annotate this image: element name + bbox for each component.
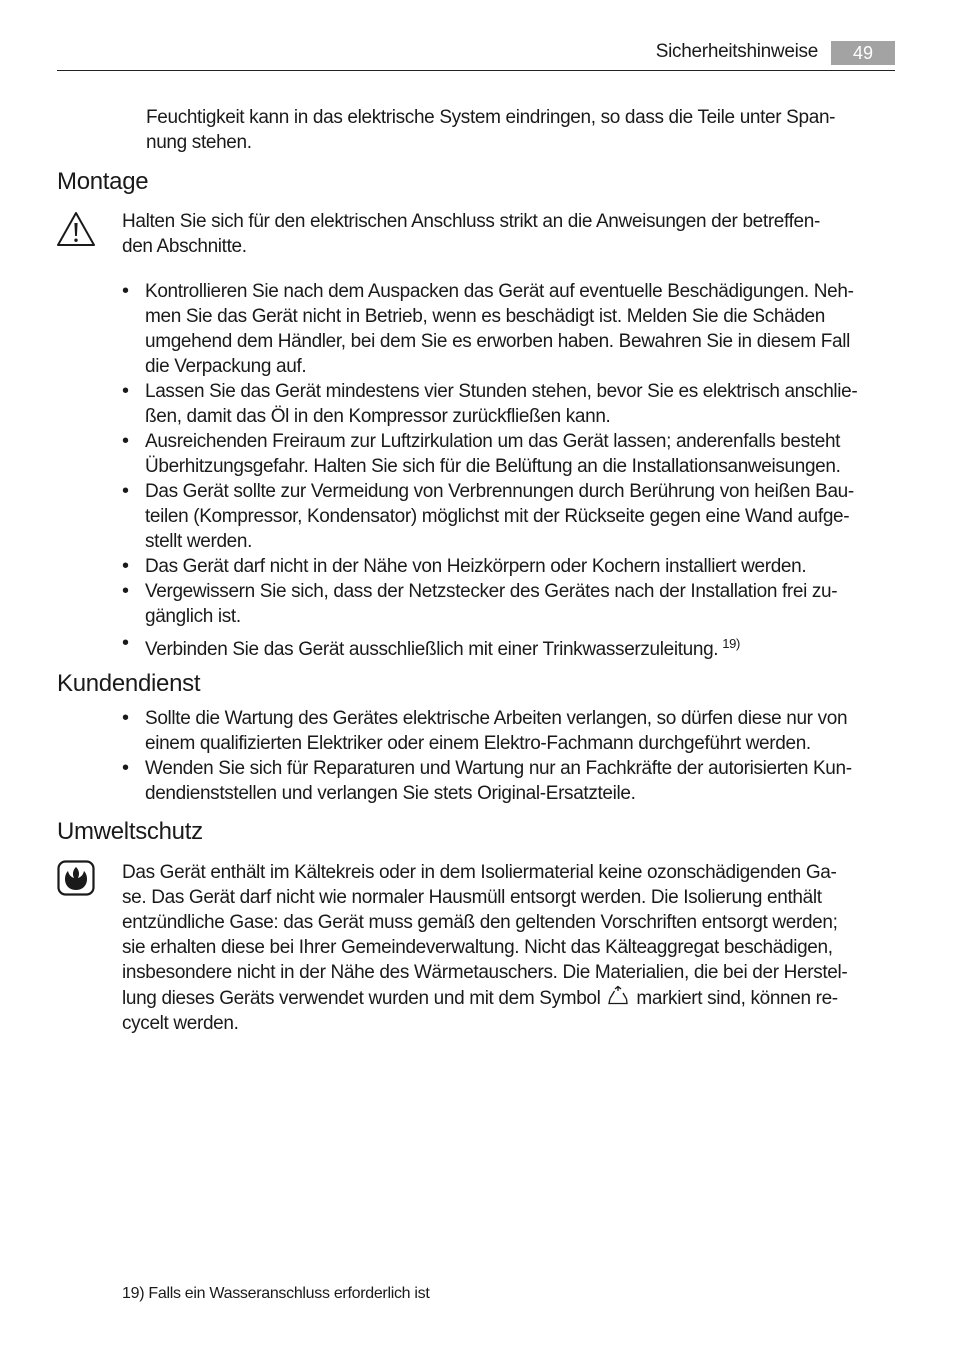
list-item	[122, 379, 857, 429]
list-item-line: umgehend dem Händler, bei dem Sie es erworben haben. Bewahren Sie in diesem Fall	[145, 331, 850, 352]
page-number-badge: 49	[831, 41, 895, 65]
environment-flower-icon	[57, 860, 95, 896]
montage-warning-text	[122, 209, 820, 259]
list-item	[122, 706, 852, 756]
kundendienst-bullet-list	[122, 706, 852, 806]
header-divider	[57, 70, 895, 71]
list-item-line: • Sollte die Wartung des Gerätes elektrische Arbeiten verlangen, so dürfen diese nur von	[145, 708, 848, 729]
umweltschutz-paragraph	[122, 860, 847, 1036]
list-item	[122, 756, 852, 806]
footnote-reference: 19)	[722, 636, 740, 651]
list-item	[122, 279, 857, 379]
list-item	[122, 479, 857, 554]
paragraph-line: Das Gerät enthält im Kältekreis oder in dem Isoliermaterial keine ozonschädigenden Ga-	[122, 862, 837, 883]
list-item-line: die Verpackung auf.	[145, 356, 307, 377]
paragraph-line: insbesondere nicht in der Nähe des Wärmetauschers. Die Materialien, die bei der Herstel-	[122, 962, 848, 983]
list-item-line: einem qualifizierten Elektriker oder einem Elektro-Fachmann durchgeführt werden.	[145, 733, 811, 754]
paragraph-line: sie erhalten diese bei Ihrer Gemeindeverwaltung. Nicht das Kälteaggregat beschädigen,	[122, 937, 833, 958]
warning-triangle-icon	[56, 211, 96, 247]
montage-bullet-list	[122, 279, 857, 662]
warning-line: den Abschnitte.	[122, 236, 247, 257]
list-item-line: • Wenden Sie sich für Reparaturen und Wartung nur an Fachkräfte der autorisierten Kun-	[145, 758, 852, 779]
intro-line: Feuchtigkeit kann in das elektrische System eindringen, so dass die Teile unter Span-	[146, 107, 836, 128]
list-item-line: ßen, damit das Öl in den Kompressor zurückfließen kann.	[145, 406, 611, 427]
montage-heading: Montage	[57, 168, 149, 195]
list-item-line: men Sie das Gerät nicht in Betrieb, wenn es beschädigt ist. Melden Sie die Schäden	[145, 306, 825, 327]
list-item-line: teilen (Kompressor, Kondensator) möglichst mit der Rückseite gegen eine Wand aufge-	[145, 506, 850, 527]
list-item-text: Verbinden Sie das Gerät ausschließlich mit einer Trinkwasserzuleitung.	[145, 639, 719, 660]
list-item	[122, 429, 857, 479]
footnote: 19) Falls ein Wasseranschluss erforderlich ist	[122, 1285, 430, 1302]
umweltschutz-heading: Umweltschutz	[57, 818, 203, 845]
paragraph-line: cycelt werden.	[122, 1013, 239, 1034]
list-item-line: • Vergewissern Sie sich, dass der Netzstecker des Gerätes nach der Installation frei zu-	[145, 581, 838, 602]
list-item-line: Überhitzungsgefahr. Halten Sie sich für die Belüftung an die Installationsanweisungen.	[145, 456, 841, 477]
list-item-line: stellt werden.	[145, 531, 253, 552]
list-item-line: dendienststellen und verlangen Sie stets Original-Ersatzteile.	[145, 783, 636, 804]
paragraph-text: lung dieses Geräts verwendet wurden und mit dem Symbol	[122, 988, 601, 1009]
kundendienst-heading: Kundendienst	[57, 670, 201, 697]
list-item-line: • Das Gerät darf nicht in der Nähe von Heizkörpern oder Kochern installiert werden.	[145, 556, 807, 577]
list-item	[122, 579, 857, 629]
list-item-line: • Ausreichenden Freiraum zur Luftzirkulation um das Gerät lassen; anderenfalls besteht	[145, 431, 841, 452]
paragraph-line	[122, 985, 847, 1011]
paragraph-line: entzündliche Gase: das Gerät muss gemäß den geltenden Vorschriften entsorgt werden;	[122, 912, 838, 933]
section-header-title: Sicherheitshinweise	[655, 41, 818, 62]
list-item-line	[145, 631, 857, 662]
paragraph-line: se. Das Gerät darf nicht wie normaler Hausmüll entsorgt werden. Die Isolierung enthält	[122, 887, 822, 908]
list-item-line: • Das Gerät sollte zur Vermeidung von Verbrennungen durch Berührung von heißen Bau-	[145, 481, 854, 502]
list-item-line: • Kontrollieren Sie nach dem Auspacken das Gerät auf eventuelle Beschädigungen. Neh-	[145, 281, 854, 302]
intro-paragraph	[146, 105, 835, 155]
warning-line: Halten Sie sich für den elektrischen Anschluss strikt an die Anweisungen der betreffen-	[122, 211, 820, 232]
recycling-symbol-icon	[607, 985, 629, 1007]
list-item	[122, 631, 857, 662]
list-item-line: • Lassen Sie das Gerät mindestens vier Stunden stehen, bevor Sie es elektrisch anschlie-	[145, 381, 858, 402]
intro-line: nung stehen.	[146, 132, 252, 153]
list-item-line: gänglich ist.	[145, 606, 241, 627]
paragraph-text: markiert sind, können re-	[636, 988, 838, 1009]
list-item	[122, 554, 857, 579]
